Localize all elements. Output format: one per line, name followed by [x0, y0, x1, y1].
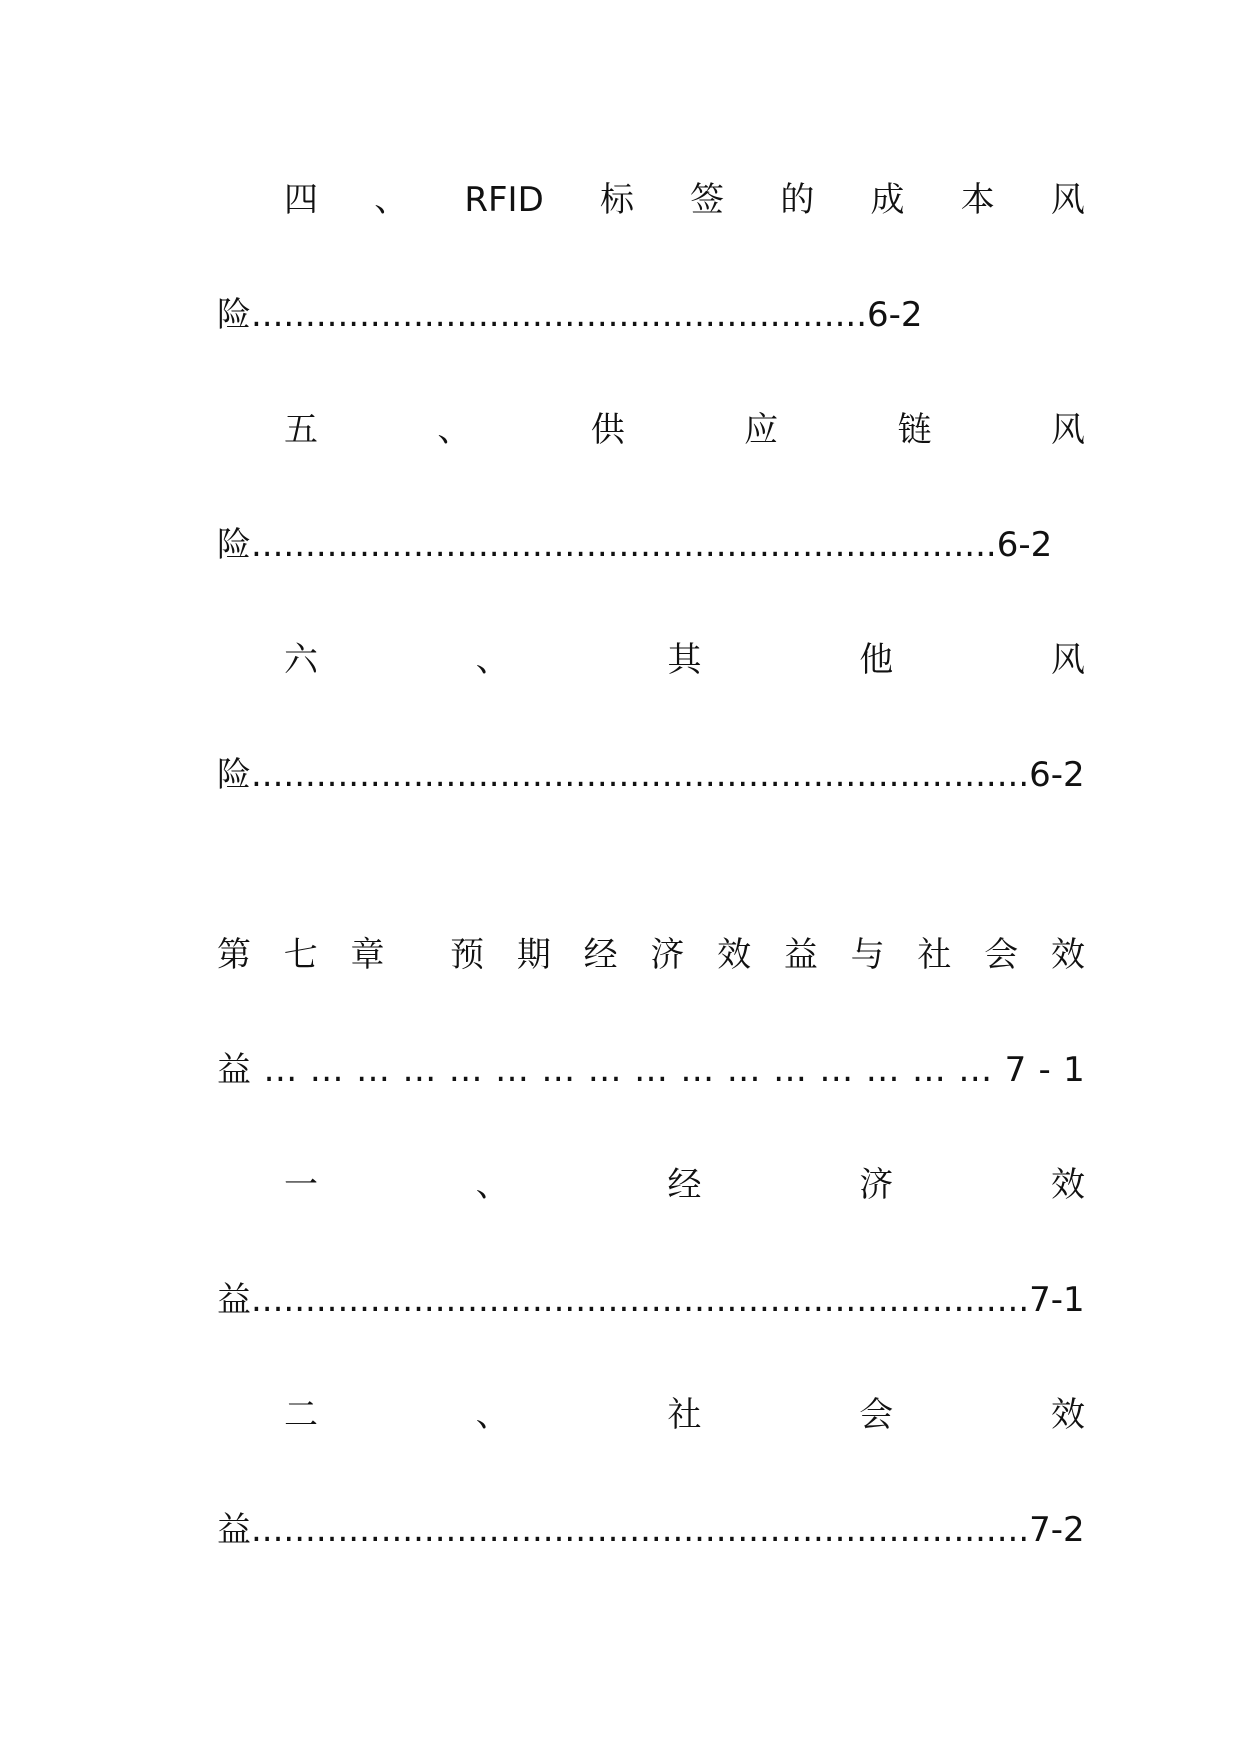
toc-token: 会: [984, 935, 1019, 975]
toc-token: 效: [1050, 935, 1085, 975]
toc-entry-rfid-cost-risk-page: 险.........................................................6-2: [217, 295, 923, 335]
toc-token: 7: [1004, 1050, 1027, 1090]
toc-token: …: [587, 1050, 622, 1090]
toc-token: 链: [897, 410, 932, 450]
toc-entry-economic-benefit-page: 益........................................................................7-1: [217, 1280, 1085, 1320]
toc-token: …: [402, 1050, 437, 1090]
toc-token: …: [726, 1050, 761, 1090]
toc-token: …: [680, 1050, 715, 1090]
toc-token: 签: [690, 180, 725, 220]
toc-token: 社: [667, 1395, 702, 1435]
toc-chapter-7-title: [217, 930, 1085, 980]
toc-token: …: [263, 1050, 298, 1090]
toc-token: …: [309, 1050, 344, 1090]
toc-token: …: [633, 1050, 668, 1090]
toc-token: 他: [859, 640, 894, 680]
toc-entry-other-risk-title: [284, 635, 1085, 685]
toc-entry-supply-chain-risk-page: 险.....................................................................6-2: [217, 525, 1053, 565]
toc-token: 济: [650, 935, 685, 975]
toc-token: …: [355, 1050, 390, 1090]
toc-token: 二: [284, 1395, 318, 1435]
toc-token: 与: [850, 935, 885, 975]
toc-token: 五: [284, 410, 318, 450]
toc-token: 六: [284, 640, 318, 680]
toc-entry-rfid-cost-risk-title: [284, 175, 1085, 225]
toc-token: 济: [859, 1165, 894, 1205]
toc-token: …: [448, 1050, 483, 1090]
toc-token: 、: [475, 1165, 510, 1205]
toc-token: 、: [374, 180, 409, 220]
toc-entry-other-risk-page: 险........................................................................6-2: [217, 755, 1085, 795]
toc-token: 本: [960, 180, 995, 220]
toc-token: 七: [283, 935, 318, 975]
toc-token: 会: [859, 1395, 894, 1435]
toc-token: 、: [475, 1395, 510, 1435]
toc-token: 风: [1050, 180, 1085, 220]
toc-token: 经: [667, 1165, 702, 1205]
toc-token: 效: [717, 935, 752, 975]
toc-token: -: [1038, 1050, 1051, 1090]
toc-token: 成: [870, 180, 905, 220]
toc-token: …: [772, 1050, 807, 1090]
toc-token: RFID: [464, 180, 544, 220]
toc-token: 社: [917, 935, 952, 975]
toc-token: 期: [516, 935, 551, 975]
toc-token: 风: [1050, 410, 1085, 450]
toc-token: …: [911, 1050, 946, 1090]
toc-entry-social-benefit-title: [284, 1390, 1085, 1440]
toc-token: …: [819, 1050, 854, 1090]
toc-token: 第: [217, 935, 251, 975]
toc-entry-supply-chain-risk-title: [284, 405, 1085, 455]
toc-entry-economic-benefit-title: [284, 1160, 1085, 1210]
toc-token: …: [494, 1050, 529, 1090]
toc-token: 效: [1051, 1395, 1085, 1435]
toc-token: 益: [783, 935, 818, 975]
toc-token: 效: [1051, 1165, 1085, 1205]
toc-token: 其: [667, 640, 702, 680]
toc-entry-social-benefit-page: 益........................................................................7-2: [217, 1510, 1085, 1550]
toc-token: 供: [590, 410, 625, 450]
toc-token: …: [958, 1050, 993, 1090]
toc-token: 章: [350, 935, 385, 975]
toc-token: 的: [780, 180, 815, 220]
toc-token: 标: [599, 180, 634, 220]
toc-token: …: [541, 1050, 576, 1090]
toc-token: 经: [583, 935, 618, 975]
toc-token: …: [865, 1050, 900, 1090]
toc-token: 一: [284, 1165, 318, 1205]
toc-token: 、: [475, 640, 510, 680]
toc-chapter-7-page: [217, 1045, 1085, 1095]
toc-token: 预: [450, 935, 485, 975]
toc-token: 、: [437, 410, 472, 450]
toc-token: 1: [1063, 1050, 1085, 1090]
toc-token: 四: [284, 180, 318, 220]
toc-token: 应: [744, 410, 779, 450]
toc-token: 益: [217, 1050, 251, 1090]
toc-token: 风: [1051, 640, 1085, 680]
